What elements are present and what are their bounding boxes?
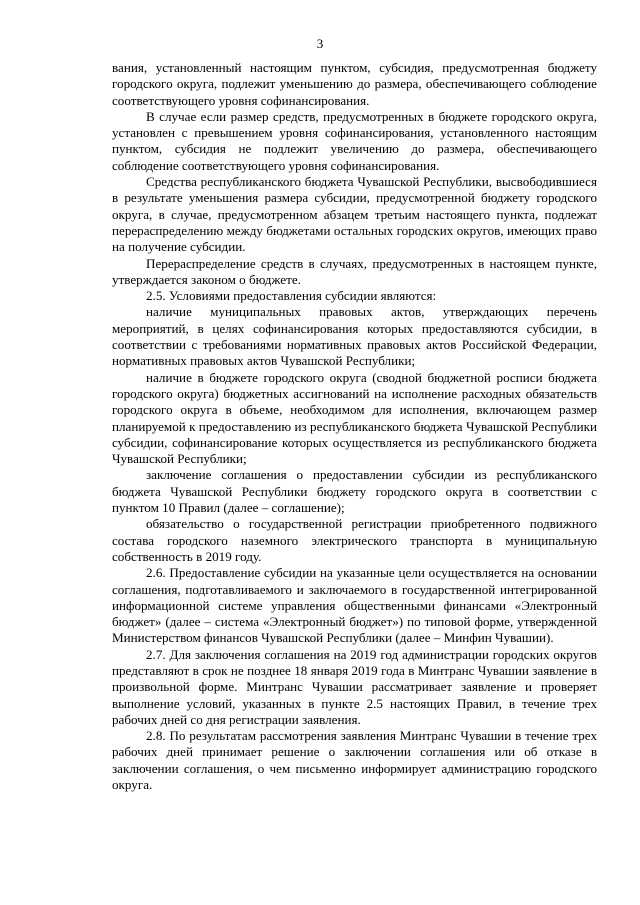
paragraph-condition-agreement: заключение соглашения о предоставлении субсидии из республиканского бюджета Чувашской Республики бюджету городского округа в соответствии с пунктом 10 Правил (далее – соглашение); bbox=[112, 467, 597, 516]
paragraph-condition-registration: обязательство о государственной регистрации приобретенного подвижного состава городского наземного электрического транспорта в муниципальную собственность в 2019 году. bbox=[112, 516, 597, 564]
paragraph-2-8: 2.8. По результатам рассмотрения заявления Минтранс Чувашии в течение трех рабочих дней принимает решение о заключении соглашения или об отказе в заключении соглашения, о чем письменно информирует администрацию городского округа. bbox=[112, 728, 597, 793]
paragraph-2-5-heading: 2.5. Условиями предоставления субсидии являются: bbox=[146, 288, 437, 304]
paragraph-continuation: вания, установленный настоящим пунктом, субсидия, предусмотренная бюджету городского округа, подлежит уменьшению до размера, обеспечивающего соблюдение соответствующего уровня софинансирования. bbox=[112, 60, 597, 108]
paragraph-condition-budget-allocations: наличие в бюджете городского округа (сводной бюджетной росписи бюджета городского округа) бюджетных ассигнований на исполнение расходных обязательств городского округа в объеме, необходимом для исполнения, включающем размер планируемой к предоставлению из республиканского бюджета Чувашской Республики субсидии, софинансирование которых осуществляется из республиканского бюджета Чувашской Республики; bbox=[112, 369, 597, 467]
paragraph-excess-cofinancing: В случае если размер средств, предусмотренных в бюджете городского округа, установлен с превышением уровня софинансирования, установленного настоящим пунктом, субсидия не подлежит увеличению до размера, обеспечивающего соблюдение соответствующего уровня софинансирования. bbox=[112, 108, 597, 173]
paragraph-2-6: 2.6. Предоставление субсидии на указанные цели осуществляется на основании соглашения, подготавливаемого и заключаемого в государственной интегрированной информационной системе управления общественными финансами «Электронный бюджет» (далее – система «Электронный бюджет») по типовой форме, утвержденной Министерством финансов Чувашской Республики (далее – Минфин Чувашии). bbox=[112, 565, 597, 646]
page-number: 3 bbox=[316, 36, 324, 51]
paragraph-redistribution-law: Перераспределение средств в случаях, предусмотренных в настоящем пункте, утверждается законом о бюджете. bbox=[112, 255, 597, 287]
paragraph-2-7: 2.7. Для заключения соглашения на 2019 год администрации городских округов представляют в срок не позднее 18 января 2019 года в Минтранс Чувашии заявление в произвольной форме. Минтранс Чувашии рассматривает заявление и проверяет выполнение условий, указанных в пункте 2.5 настоящих Правил, в течение трех рабочих дней со дня регистрации заявления. bbox=[112, 646, 597, 727]
document-body bbox=[112, 60, 597, 793]
paragraph-condition-municipal-acts: наличие муниципальных правовых актов, утверждающих перечень мероприятий, в целях софинансирования которых предоставляются субсидии, в соответствии с требованиями нормативных правовых актов Российской Федерации, нормативных правовых актов Чувашской Республики; bbox=[112, 304, 597, 369]
paragraph-redistribution-funds: Средства республиканского бюджета Чувашской Республики, высвободившиеся в результате уменьшения размера субсидии, предусмотренной бюджету городского округа, в случае, предусмотренном абзацем третьим настоящего пункта, подлежат перераспределению между бюджетами остальных городских округов, имеющих право на получение субсидии. bbox=[112, 174, 597, 255]
